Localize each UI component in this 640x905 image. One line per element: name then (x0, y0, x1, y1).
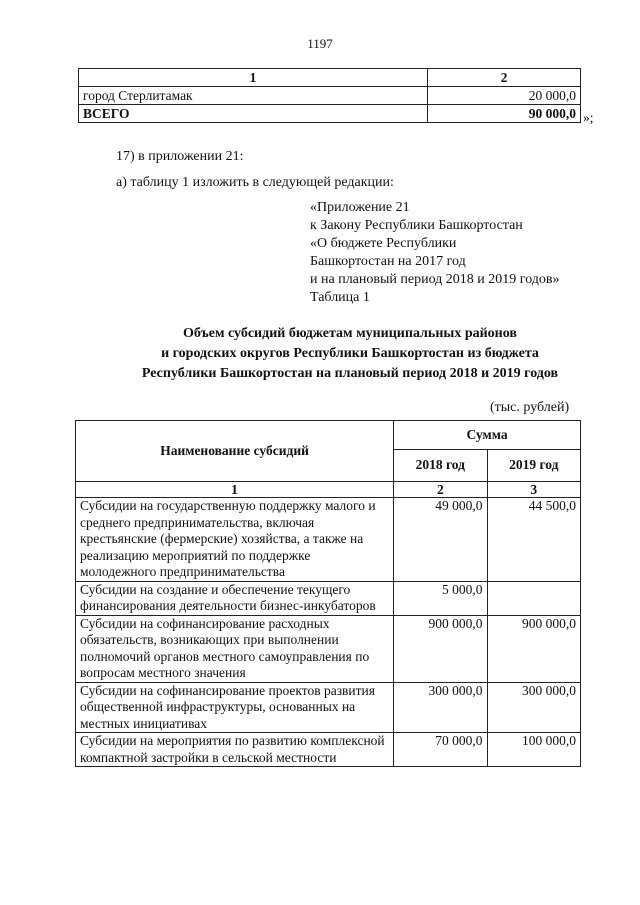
page-number: 1197 (307, 36, 333, 51)
column-header-2018: 2018 год (394, 450, 487, 482)
column-index-1: 1 (79, 69, 428, 87)
appendix-line: Таблица 1 (310, 290, 370, 305)
value-2019: 100 000,0 (487, 733, 580, 767)
continuation-table (78, 68, 581, 123)
table-header-row (79, 69, 581, 87)
row-value: 20 000,0 (428, 87, 581, 105)
units-label: (тыс. рублей) (490, 400, 570, 415)
appendix-line: и на плановый период 2018 и 2019 годов» (310, 272, 560, 287)
column-index-1: 1 (76, 482, 394, 498)
table-header-row (76, 421, 581, 450)
value-2019: 300 000,0 (487, 682, 580, 733)
value-2019: 44 500,0 (487, 498, 580, 582)
table-row (76, 581, 581, 615)
column-header-sum: Сумма (394, 421, 581, 450)
value-2018: 300 000,0 (394, 682, 487, 733)
appendix-line: «О бюджете Республики (310, 236, 457, 251)
table-title (80, 324, 620, 384)
subsidies-table (75, 420, 581, 767)
table-row (79, 87, 581, 105)
paragraph-item-a: а) таблицу 1 изложить в следующей редакции: (116, 175, 394, 190)
value-2018: 70 000,0 (394, 733, 487, 767)
subsidy-name: Субсидии на софинансирование расходных обязательств, возникающих при выполнении полномочий органов местного самоуправления по вопросам местного значения (76, 615, 394, 682)
appendix-reference (310, 199, 560, 307)
value-2018: 49 000,0 (394, 498, 487, 582)
subsidy-name: Субсидии на создание и обеспечение текущего финансирования деятельности бизнес-инкубаторов (76, 581, 394, 615)
title-line: Республики Башкортостан на плановый период 2018 и 2019 годов (141, 366, 559, 381)
paragraph-item-17: 17) в приложении 21: (116, 149, 244, 164)
table-row (76, 615, 581, 682)
column-index-3: 3 (487, 482, 580, 498)
value-2019: 900 000,0 (487, 615, 580, 682)
appendix-line: Башкортостан на 2017 год (310, 254, 466, 269)
total-value: 90 000,0 (428, 105, 581, 123)
value-2018: 5 000,0 (394, 581, 487, 615)
column-index-row (76, 482, 581, 498)
value-2019 (487, 581, 580, 615)
row-name: город Стерлитамак (79, 87, 428, 105)
column-index-2: 2 (428, 69, 581, 87)
table-row (76, 733, 581, 767)
subsidy-name: Субсидии на мероприятия по развитию комплексной компактной застройки в сельской местности (76, 733, 394, 767)
total-row (79, 105, 581, 123)
subsidy-name: Субсидии на государственную поддержку малого и среднего предпринимательства, включая крестьянские (фермерские) хозяйства, а также на реализацию мероприятий по поддержке молодежного предпринимательства (76, 498, 394, 582)
column-header-2019: 2019 год (487, 450, 580, 482)
subsidy-name: Субсидии на софинансирование проектов развития общественной инфраструктуры, основанных на местных инициативах (76, 682, 394, 733)
total-label: ВСЕГО (79, 105, 428, 123)
table-row (76, 498, 581, 582)
appendix-line: «Приложение 21 (310, 200, 410, 215)
title-line: и городских округов Республики Башкортостан из бюджета (161, 346, 539, 361)
title-line: Объем субсидий бюджетам муниципальных районов (183, 326, 517, 341)
appendix-line: к Закону Республики Башкортостан (310, 218, 523, 233)
column-header-name: Наименование субсидий (76, 421, 394, 482)
value-2018: 900 000,0 (394, 615, 487, 682)
closing-quote: »; (583, 110, 594, 125)
table-row (76, 682, 581, 733)
column-index-2: 2 (394, 482, 487, 498)
